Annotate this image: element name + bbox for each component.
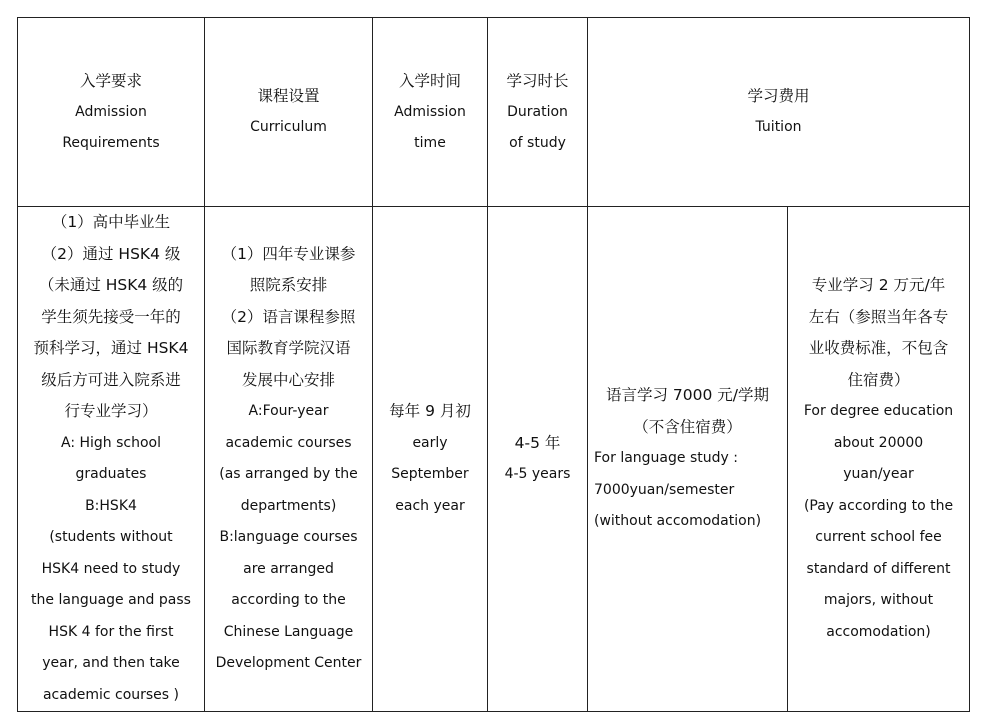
header-tuition-en: Tuition <box>755 119 802 135</box>
header-requirements-zh: 入学要求 <box>79 71 142 90</box>
admission-time-zh: 每年 9 月初 <box>389 402 471 420</box>
curriculum-en: A:Four-year academic courses (as arranged by the departments) B:language courses are arranged according to the Chinese Language Development Center <box>215 403 362 671</box>
duration-en: 4-5 years <box>504 466 571 482</box>
cell-tuition-language <box>588 207 788 712</box>
header-admission-time-en: Admission time <box>394 103 466 151</box>
cell-curriculum <box>205 207 373 712</box>
tuition-degree-zh: 专业学习 2 万元/年 左右（参照当年各专 业收费标准，不包含 住宿费） <box>808 276 949 389</box>
header-curriculum-en: Curriculum <box>250 119 327 135</box>
cell-admission-time <box>373 207 488 712</box>
admission-table <box>17 17 970 712</box>
requirements-en: A: High school graduates B:HSK4 (students without HSK4 need to study the language and pass HSK 4 for the first year, and then take academic courses ) <box>31 434 191 703</box>
header-tuition-zh: 学习费用 <box>747 87 810 105</box>
header-admission-time <box>373 18 488 207</box>
requirements-zh: （1）高中毕业生 （2）通过 HSK4 级 （未通过 HSK4 级的 学生须先接受一年的 预科学习，通过 HSK4 级后方可进入院系进 行专业学习） <box>33 213 189 420</box>
header-row <box>18 18 970 207</box>
curriculum-zh: （1）四年专业课参 照院系安排 （2）语言课程参照 国际教育学院汉语 发展中心安排 <box>221 244 356 389</box>
header-admission-time-zh: 入学时间 <box>398 71 461 90</box>
cell-tuition-degree <box>788 207 970 712</box>
header-curriculum <box>205 18 373 207</box>
duration-zh: 4-5 年 <box>514 433 561 452</box>
cell-duration <box>488 207 588 712</box>
header-tuition <box>588 18 970 207</box>
cell-requirements <box>18 207 205 712</box>
content-row <box>18 207 970 712</box>
header-duration-zh: 学习时长 <box>506 71 569 90</box>
header-duration-en: Duration of study <box>507 103 568 151</box>
header-requirements <box>18 18 205 207</box>
header-duration <box>488 18 588 207</box>
admission-time-en: early September each year <box>391 434 469 514</box>
tuition-language-en: For language study : 7000yuan/semester (without accomodation) <box>594 450 762 530</box>
header-curriculum-zh: 课程设置 <box>257 87 320 105</box>
tuition-language-zh: 语言学习 7000 元/学期 （不含住宿费） <box>605 386 770 436</box>
tuition-degree-en: For degree education about 20000 yuan/year (Pay according to the current school fee standard of different majors, without accomodation) <box>803 403 954 640</box>
header-requirements-en: Admission Requirements <box>62 103 160 151</box>
